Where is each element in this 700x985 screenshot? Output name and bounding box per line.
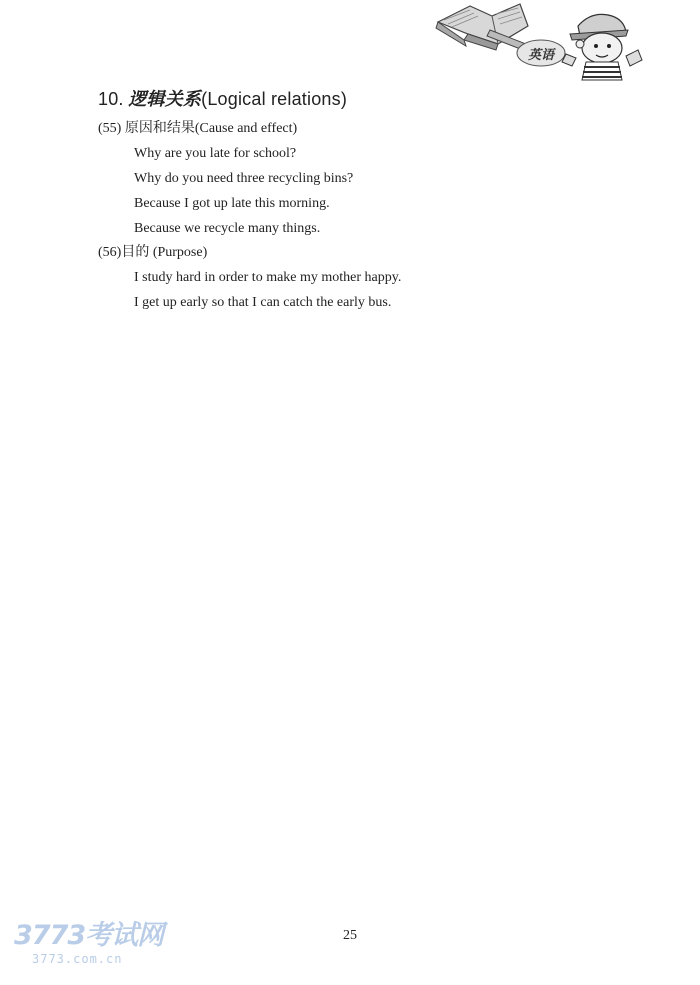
subsection-heading: (55) 原因和结果(Cause and effect)	[98, 121, 298, 136]
example-sentence: Because I got up late this morning.	[134, 196, 330, 211]
example-sentence: Because we recycle many things.	[134, 221, 321, 236]
example-sentence: Why are you late for school?	[134, 146, 297, 161]
watermark-logo: 3773考试网	[14, 920, 164, 951]
lesson-content	[98, 86, 618, 315]
section-number: 10.	[98, 89, 124, 109]
example-sentence: Why do you need three recycling bins?	[134, 171, 354, 186]
watermark-url: 3773.com.cn	[32, 952, 123, 966]
example-sentence: I get up early so that I can catch the early bus.	[134, 295, 392, 310]
page-number: 25	[343, 928, 357, 943]
section-title-cn: 逻辑关系	[128, 89, 202, 110]
subsection-heading: (56)目的 (Purpose)	[98, 245, 208, 260]
example-sentence: I study hard in order to make my mother happy.	[134, 270, 402, 285]
subject-badge: 英语	[527, 47, 554, 63]
site-watermark	[14, 920, 184, 972]
section-title-en: (Logical relations)	[201, 89, 348, 109]
cartoon-boy-icon	[562, 14, 642, 80]
section-title	[98, 86, 618, 113]
